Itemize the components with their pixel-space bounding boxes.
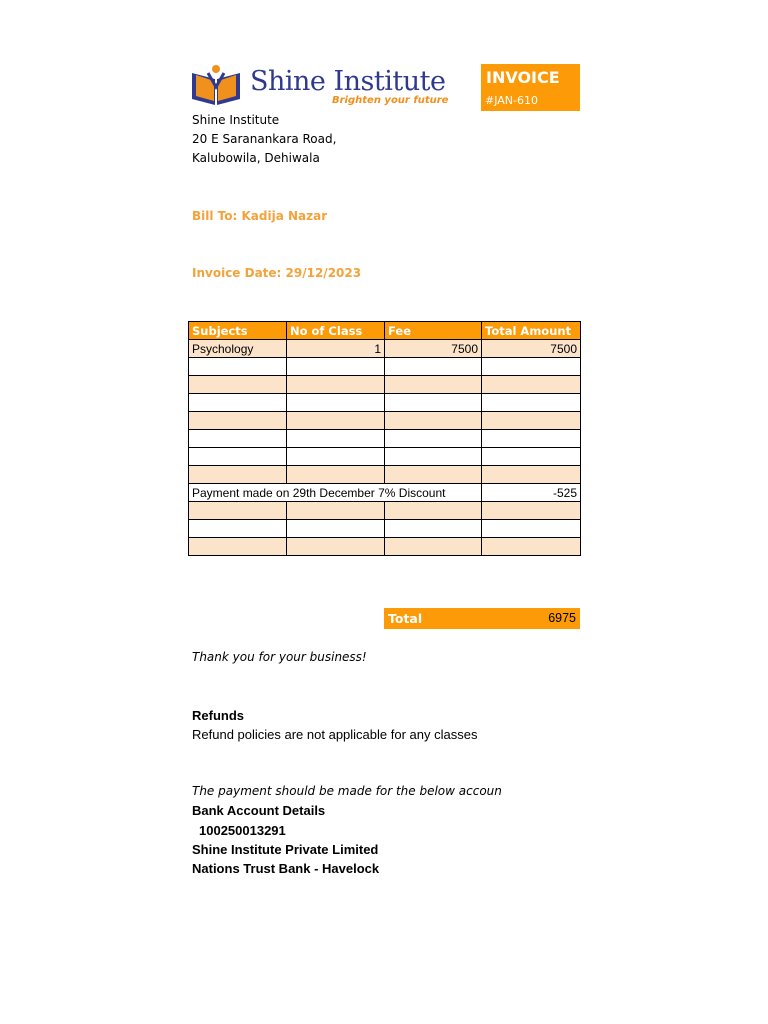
logo-name: Shine Institute <box>250 66 446 97</box>
invoice-header-box <box>481 64 580 111</box>
bank-heading: Bank Account Details <box>192 803 326 818</box>
column-header: No of Class <box>287 322 385 340</box>
discount-amount: -525 <box>482 484 581 502</box>
discount-row <box>189 484 581 502</box>
refunds-heading: Refunds <box>192 708 244 723</box>
table-row <box>189 376 581 394</box>
refunds-text: Refund policies are not applicable for any classes <box>192 727 478 742</box>
table-row <box>189 520 581 538</box>
table-row <box>189 502 581 520</box>
thank-you-note: Thank you for your business! <box>192 650 367 664</box>
table-row <box>189 340 581 358</box>
total-value: 6975 <box>548 611 576 625</box>
account-name: Shine Institute Private Limited <box>192 842 379 857</box>
discount-note: Payment made on 29th December 7% Discount <box>189 484 482 502</box>
bill-to: Bill To: Kadija Nazar <box>192 209 328 223</box>
table-row <box>189 358 581 376</box>
invoice-date: Invoice Date: 29/12/2023 <box>192 266 362 280</box>
payment-note: The payment should be made for the below accoun <box>192 784 502 798</box>
invoice-title: INVOICE <box>486 68 560 87</box>
column-header: Fee <box>385 322 482 340</box>
table-row <box>189 448 581 466</box>
invoice-number: #JAN-610 <box>485 94 538 107</box>
address-line-1: Shine Institute <box>192 113 280 127</box>
address-line-3: Kalubowila, Dehiwala <box>192 151 320 165</box>
total-cell: 7500 <box>482 340 581 358</box>
book-logo-icon <box>188 63 244 107</box>
subject-cell: Psychology <box>189 340 287 358</box>
total-label: Total <box>388 611 423 626</box>
table-header-row <box>189 322 581 340</box>
table-row <box>189 430 581 448</box>
table-row <box>189 412 581 430</box>
table-row <box>189 466 581 484</box>
column-header: Subjects <box>189 322 287 340</box>
fee-cell: 7500 <box>385 340 482 358</box>
logo-tagline: Brighten your future <box>332 95 449 106</box>
total-bar <box>384 608 580 629</box>
column-header: Total Amount <box>482 322 581 340</box>
classes-cell: 1 <box>287 340 385 358</box>
invoice-items-table <box>188 321 581 556</box>
table-row <box>189 538 581 556</box>
bank-name: Nations Trust Bank - Havelock <box>192 861 380 876</box>
table-row <box>189 394 581 412</box>
address-line-2: 20 E Saranankara Road, <box>192 132 337 146</box>
account-number: 100250013291 <box>199 823 286 838</box>
